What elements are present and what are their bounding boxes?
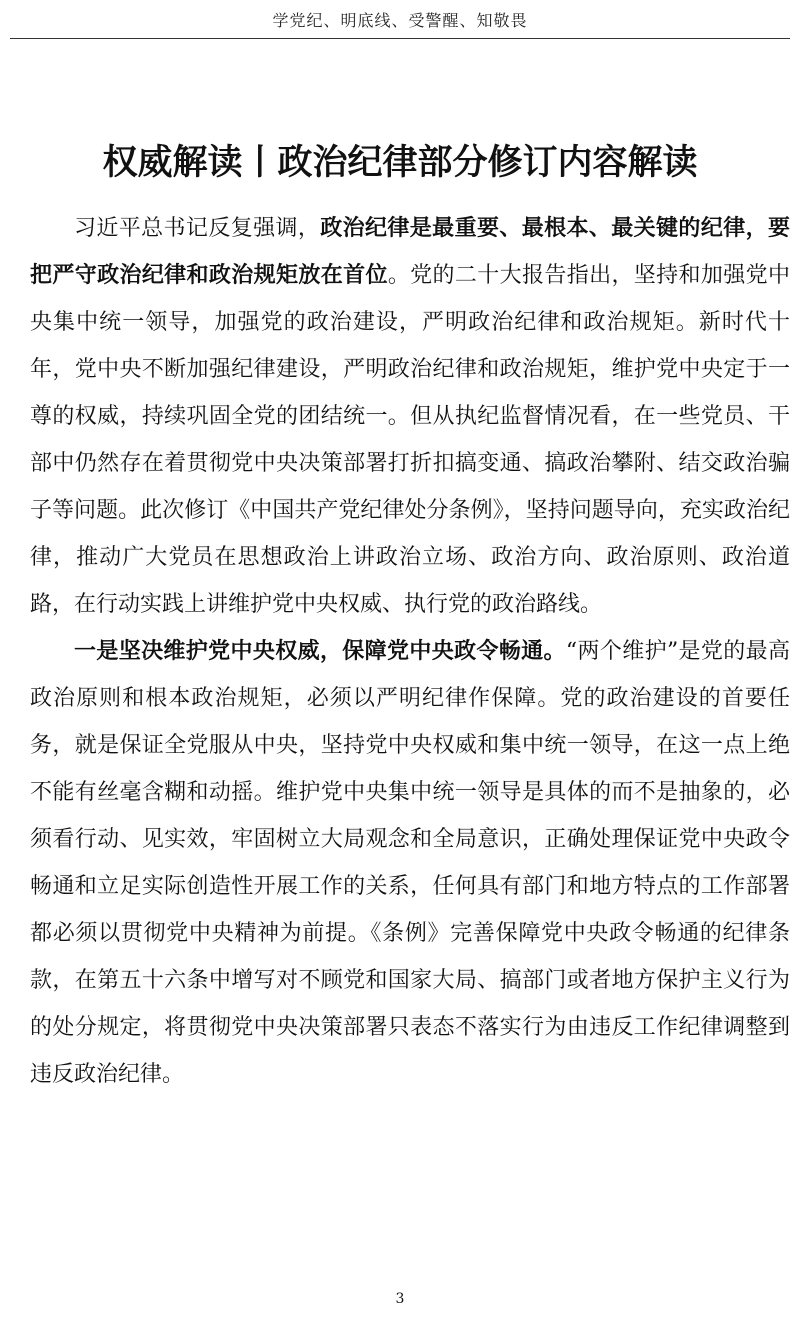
page-header [10, 0, 790, 39]
paragraph-1-text: 。党的二十大报告指出，坚持和加强党中央集中统一领导，加强党的政治建设，严明政治纪律和政治规矩。新时代十年，党中央不断加强纪律建设，严明政治纪律和政治规矩，维护党中央定于一尊的权威，持续巩固全党的团结统一。但从执纪监督情况看，在一些党员、干部中仍然存在着贯彻党中央决策部署打折扣搞变通、搞政治攀附、结交政治骗子等问题。此次修订《中国共产党纪律处分条例》，坚持问题导向，充实政治纪律，推动广大党员在思想政治上讲政治立场、政治方向、政治原则、政治道路，在行动实践上讲维护党中央权威、执行党的政治路线。 [30, 263, 790, 617]
paragraph-2-text: “两个维护”是党的最高政治原则和根本政治规矩，必须以严明纪律作保障。党的政治建设的首要任务，就是保证全党服从中央，坚持党中央权威和集中统一领导，在这一点上绝不能有丝毫含糊和动摇。维护党中央集中统一领导是具体的而不是抽象的，必须看行动、见实效，牢固树立大局观念和全局意识，正确处理保证党中央政令畅通和立足实际创造性开展工作的关系，任何具有部门和地方特点的工作部署都必须以贯彻党中央精神为前提。《条例》完善保障党中央政令畅通的纪律条款，在第五十六条中增写对不顾党和国家大局、搞部门或者地方保护主义行为的处分规定，将贯彻党中央决策部署只表态不落实行为由违反工作纪律调整到违反政治纪律。 [30, 639, 790, 1087]
running-title: 学党纪、明底线、受警醒、知敬畏 [272, 11, 528, 30]
document-body [30, 205, 790, 1098]
paragraph-1-lead: 习近平总书记反复强调， [74, 216, 321, 241]
page-number: 3 [395, 1291, 405, 1307]
paragraph-1-emphasis: 政治纪律是最重要、最根本、最关键的纪律，要把严守政治纪律和政治规矩放在首位 [30, 216, 790, 288]
paragraph-2 [30, 628, 790, 1098]
paragraph-2-emphasis: 一是坚决维护党中央权威，保障党中央政令畅通。 [74, 639, 566, 664]
document-title: 权威解读丨政治纪律部分修订内容解读 [102, 143, 698, 184]
paragraph-1 [30, 205, 790, 628]
